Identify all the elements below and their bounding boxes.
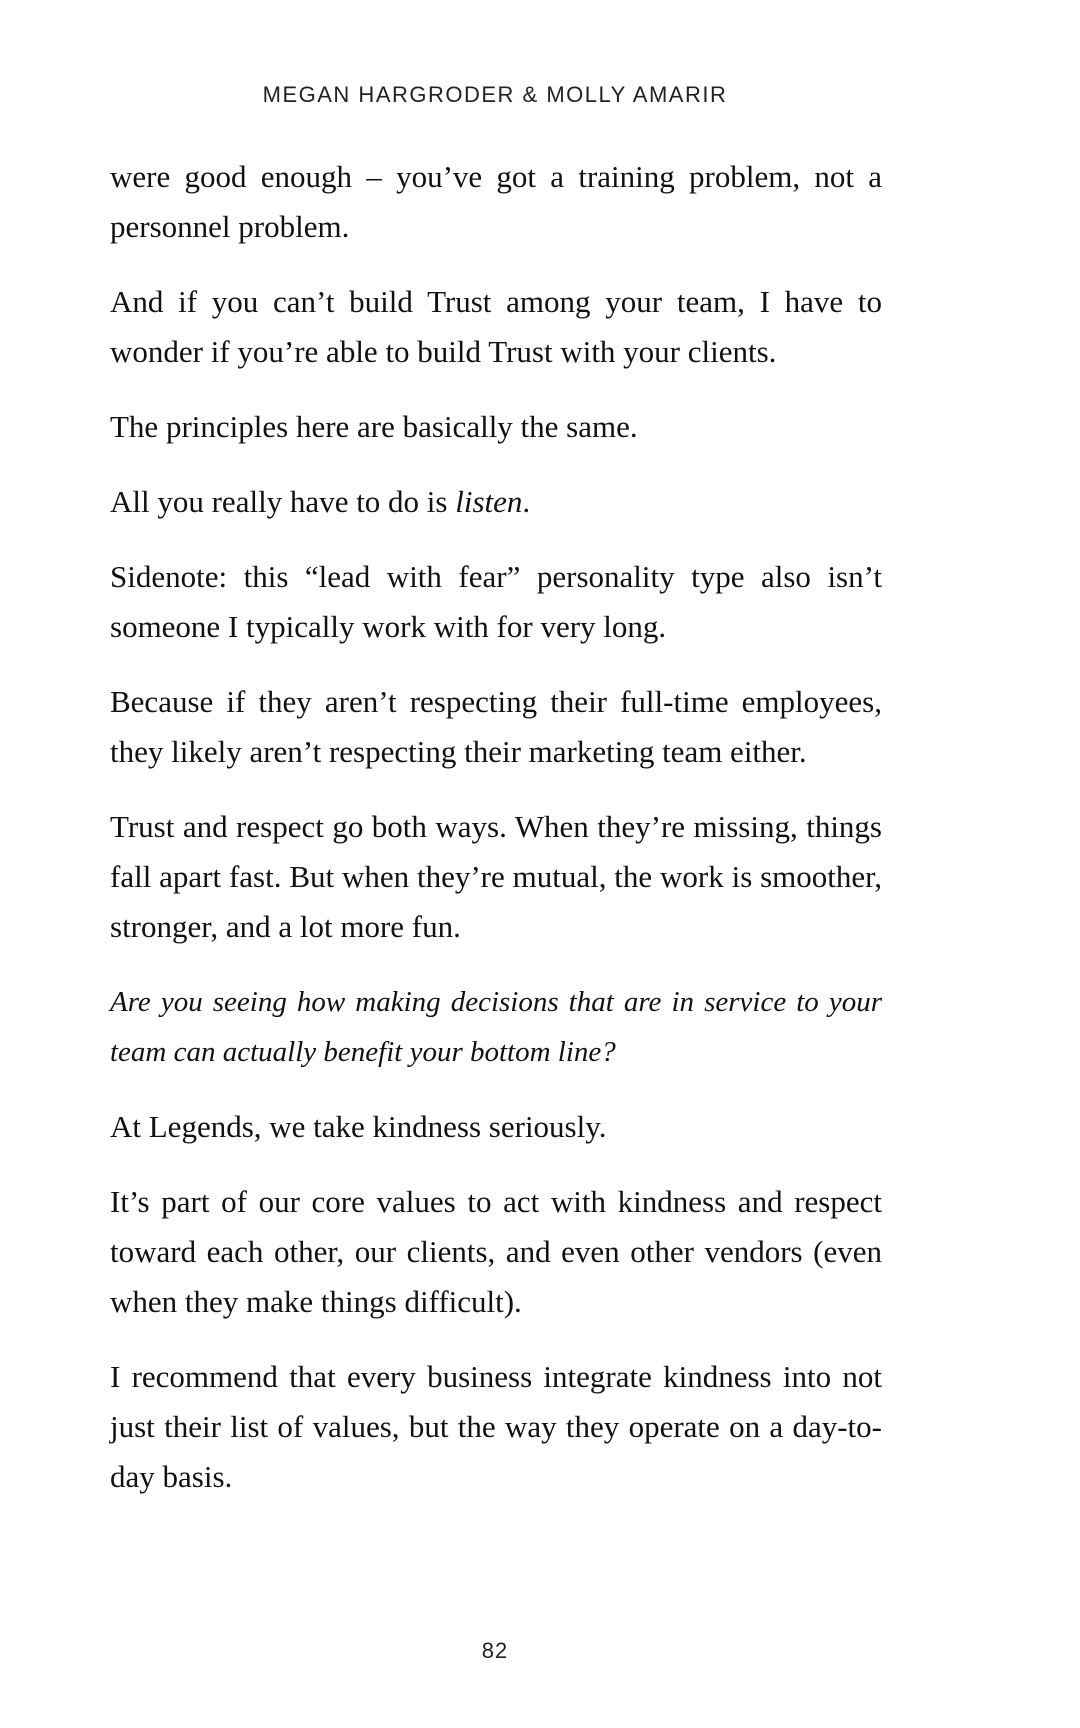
paragraph-principles: The principles here are basically the same. — [110, 409, 638, 444]
paragraph-recommendation: I recommend that every business integrate kindness into not just their list of values, but the way they operate on a day-to-day basis. — [110, 1359, 882, 1494]
paragraph-core-values: It’s part of our core values to act with kindness and respect toward each other, our clients, and even other vendors (even when they make things difficult). — [110, 1184, 882, 1319]
paragraph-training-problem: were good enough – you’ve got a training problem, not a personnel problem. — [110, 159, 882, 244]
paragraph-respecting-employees: Because if they aren’t respecting their full-time employees, they likely aren’t respecting their marketing team either. — [110, 684, 882, 769]
listen-emphasis: listen — [455, 484, 523, 519]
paragraph-legends-kindness: At Legends, we take kindness seriously. — [110, 1109, 607, 1144]
page-number: 82 — [481, 1638, 509, 1663]
paragraph-trust-and-respect: Trust and respect go both ways. When they’re missing, things fall apart fast. But when they’re mutual, the work is smoother, stronger, and a lot more fun. — [110, 809, 882, 944]
listen-after: . — [522, 484, 531, 519]
running-header: MEGAN HARGRODER & MOLLY AMARIR — [262, 82, 728, 107]
body-text — [110, 152, 882, 1527]
paragraph-sidenote: Sidenote: this “lead with fear” personality type also isn’t someone I typically work with for very long. — [110, 559, 882, 644]
listen-before: All you really have to do is — [110, 484, 456, 519]
paragraph-build-trust: And if you can’t build Trust among your team, I have to wonder if you’re able to build Trust with your clients. — [110, 284, 882, 369]
paragraph-italic-question: Are you seeing how making decisions that are in service to your team can actually benefit your bottom line? — [110, 986, 882, 1068]
paragraph-listen — [110, 477, 882, 527]
